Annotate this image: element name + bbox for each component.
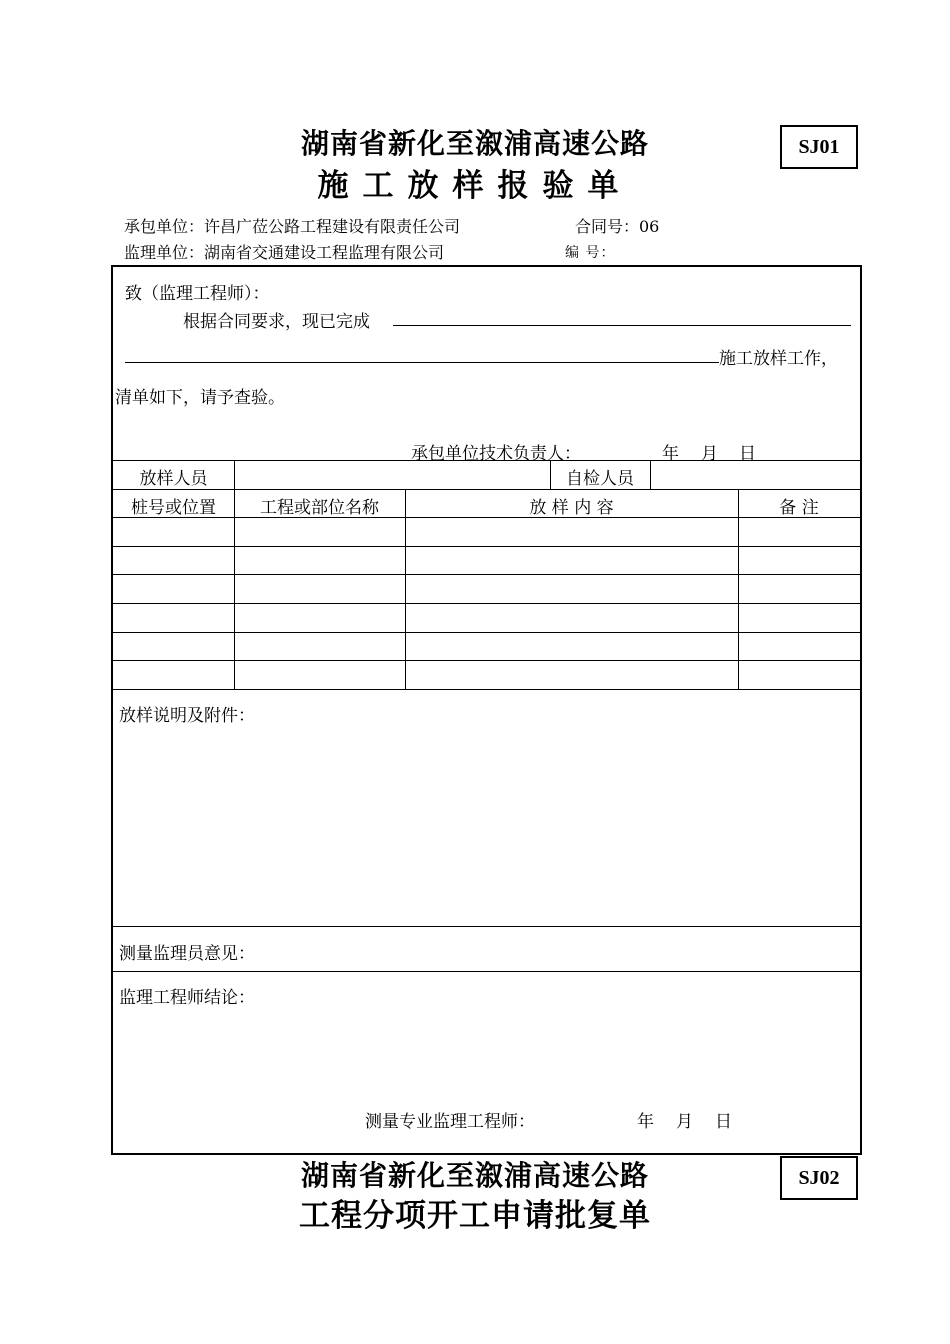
- date-month: 月: [701, 444, 718, 464]
- form2-code-badge: SJ02: [780, 1156, 858, 1200]
- table-row[interactable]: [113, 604, 858, 632]
- sign-date-year: 年: [637, 1112, 654, 1132]
- completed-work-blank[interactable]: [393, 325, 851, 326]
- contractor-label: 承包单位：许昌广莅公路工程建设有限责任公司: [124, 217, 461, 236]
- to-engineer-line: 致（监理工程师）：: [125, 284, 270, 304]
- divider: [113, 689, 860, 690]
- self-check-field[interactable]: [651, 461, 858, 489]
- inspection-form: [111, 265, 862, 1155]
- table-row[interactable]: [113, 633, 858, 660]
- date-day: 日: [739, 444, 756, 464]
- supervisor-label: 监理单位：湖南省交通建设工程监理有限公司: [124, 243, 445, 262]
- sign-date-month: 月: [676, 1112, 693, 1132]
- work-description-blank[interactable]: [125, 362, 719, 363]
- table-header-part-name: 工程或部位名称: [260, 498, 379, 518]
- contract-number: 合同号：06: [575, 217, 660, 236]
- conclusion-label: 监理工程师结论：: [119, 988, 255, 1008]
- staff-field[interactable]: [235, 461, 549, 489]
- form2-title-line2: 工程分项开工申请批复单: [299, 1198, 651, 1234]
- form1-title-line1: 湖南省新化至溆浦高速公路: [300, 127, 649, 160]
- notes-label: 放样说明及附件：: [119, 706, 255, 726]
- self-check-label: 自检人员: [566, 469, 634, 489]
- engineer-signature-label: 测量专业监理工程师：: [365, 1112, 535, 1132]
- body-line-3: 清单如下，请予查验。: [115, 388, 285, 408]
- table-row[interactable]: [113, 518, 858, 546]
- table-header-station: 桩号或位置: [131, 498, 216, 518]
- table-row[interactable]: [113, 661, 858, 689]
- sign-date-day: 日: [715, 1112, 732, 1132]
- table-row[interactable]: [113, 575, 858, 603]
- divider: [113, 489, 860, 490]
- form1-title-line2: 施工放样报验单: [317, 168, 633, 204]
- serial-number-label: 编 号：: [565, 245, 616, 261]
- contractor-signature-label: 承包单位技术负责人：: [411, 444, 581, 464]
- divider: [113, 971, 860, 972]
- survey-opinion-label: 测量监理员意见：: [119, 944, 255, 964]
- form1-code-badge: SJ01: [780, 125, 858, 169]
- date-year: 年: [662, 444, 679, 464]
- body-line-2-suffix: 施工放样工作，: [719, 349, 838, 369]
- form2-title-line1: 湖南省新化至溆浦高速公路: [300, 1159, 649, 1192]
- table-header-remarks: 备 注: [779, 498, 819, 518]
- table-row[interactable]: [113, 547, 858, 574]
- body-line-1: 根据合同要求，现已完成: [183, 312, 370, 332]
- table-header-content: 放 样 内 容: [529, 498, 614, 518]
- divider: [113, 926, 860, 927]
- staff-label: 放样人员: [139, 469, 208, 489]
